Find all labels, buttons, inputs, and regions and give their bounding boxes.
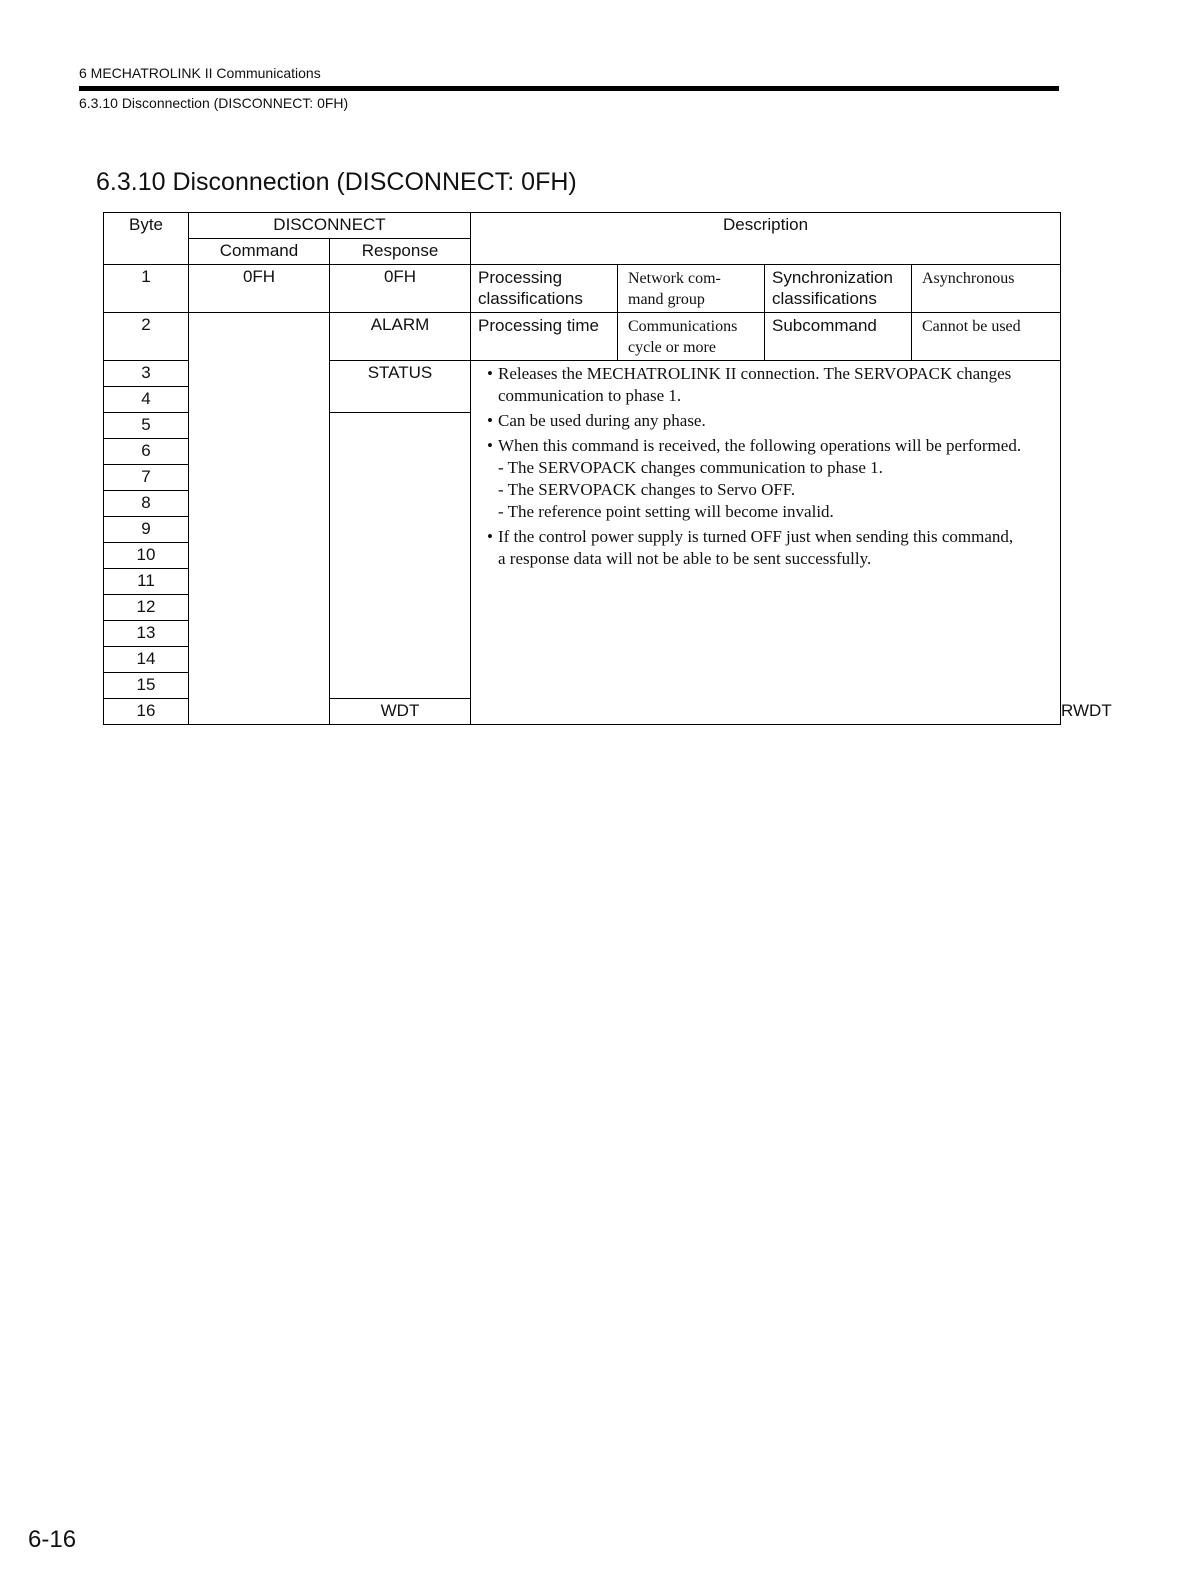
description-text: When this command is received, the following operations will be performed. [498, 436, 1022, 455]
processing-class-value-line1: Network com- [628, 270, 721, 287]
command-cell: 0FH [189, 265, 330, 313]
byte-cell: 6 [104, 439, 189, 465]
description-text: communication to phase 1. [498, 386, 682, 405]
description-subitem: - The reference point setting will become invalid. [498, 502, 834, 521]
description-text: If the control power supply is turned OFF just when sending this command, [498, 527, 1014, 546]
processing-class-value [618, 265, 765, 313]
byte-cell: 5 [104, 413, 189, 439]
description-cell [471, 361, 1061, 725]
page-number: 6-16 [28, 1526, 77, 1553]
processing-time-value-line2: cycle or more [628, 339, 716, 356]
running-header-section: 6.3.10 Disconnection (DISCONNECT: 0FH) [79, 95, 349, 111]
header-rule [79, 86, 1059, 91]
sync-class-value: Asynchronous [912, 265, 1061, 313]
description-item [487, 435, 1050, 523]
byte-cell: 9 [104, 517, 189, 543]
bullet: • [487, 436, 493, 455]
description-text: a response data will not be able to be sent successfully. [498, 549, 872, 568]
byte-cell: 15 [104, 673, 189, 699]
running-header-chapter: 6 MECHATROLINK II Communications [79, 65, 321, 81]
byte-cell: 10 [104, 543, 189, 569]
processing-class-value-line2: mand group [628, 291, 705, 308]
byte-cell: 11 [104, 569, 189, 595]
description-text: Can be used during any phase. [498, 411, 706, 430]
byte-cell: 2 [104, 313, 189, 361]
command-cell: WDT [330, 699, 471, 725]
header-response: Response [330, 239, 471, 265]
byte-cell: 7 [104, 465, 189, 491]
description-item [487, 526, 1050, 570]
bullet: • [487, 411, 493, 430]
subcommand-value: Cannot be used [912, 313, 1061, 361]
byte-cell: 1 [104, 265, 189, 313]
response-cell: 0FH [330, 265, 471, 313]
description-text: Releases the MECHATROLINK II connection. The SERVOPACK changes [498, 364, 1012, 383]
byte-cell: 16 [104, 699, 189, 725]
byte-cell: 14 [104, 647, 189, 673]
description-item [487, 410, 1050, 432]
section-title: 6.3.10 Disconnection (DISCONNECT: 0FH) [96, 168, 577, 196]
command-empty-cell [189, 313, 330, 725]
table-row [104, 265, 1061, 313]
header-byte: Byte [104, 213, 189, 265]
header-disconnect: DISCONNECT [189, 213, 471, 239]
byte-cell: 12 [104, 595, 189, 621]
table-row [104, 313, 1061, 361]
description-list [487, 363, 1050, 570]
response-empty-cell [330, 413, 471, 699]
byte-cell: 4 [104, 387, 189, 413]
sync-class-label: Synchronization classifications [765, 265, 912, 313]
description-subitem: - The SERVOPACK changes to Servo OFF. [498, 480, 796, 499]
response-cell: STATUS [330, 361, 471, 413]
description-item [487, 363, 1050, 407]
header-command: Command [189, 239, 330, 265]
processing-class-label: Processing classifications [471, 265, 618, 313]
byte-cell: 8 [104, 491, 189, 517]
processing-time-value-line1: Communications [628, 318, 738, 335]
table-row: 16 WDT RWDT [104, 699, 1061, 725]
processing-time-label: Processing time [471, 313, 618, 361]
description-subitem: - The SERVOPACK changes communication to phase 1. [498, 458, 883, 477]
byte-cell: 3 [104, 361, 189, 387]
byte-cell: 13 [104, 621, 189, 647]
processing-time-value [618, 313, 765, 361]
subcommand-label: Subcommand [765, 313, 912, 361]
header-description: Description [471, 213, 1061, 265]
bullet: • [487, 364, 493, 383]
bullet: • [487, 527, 493, 546]
disconnect-command-table [103, 212, 1112, 725]
response-cell: ALARM [330, 313, 471, 361]
